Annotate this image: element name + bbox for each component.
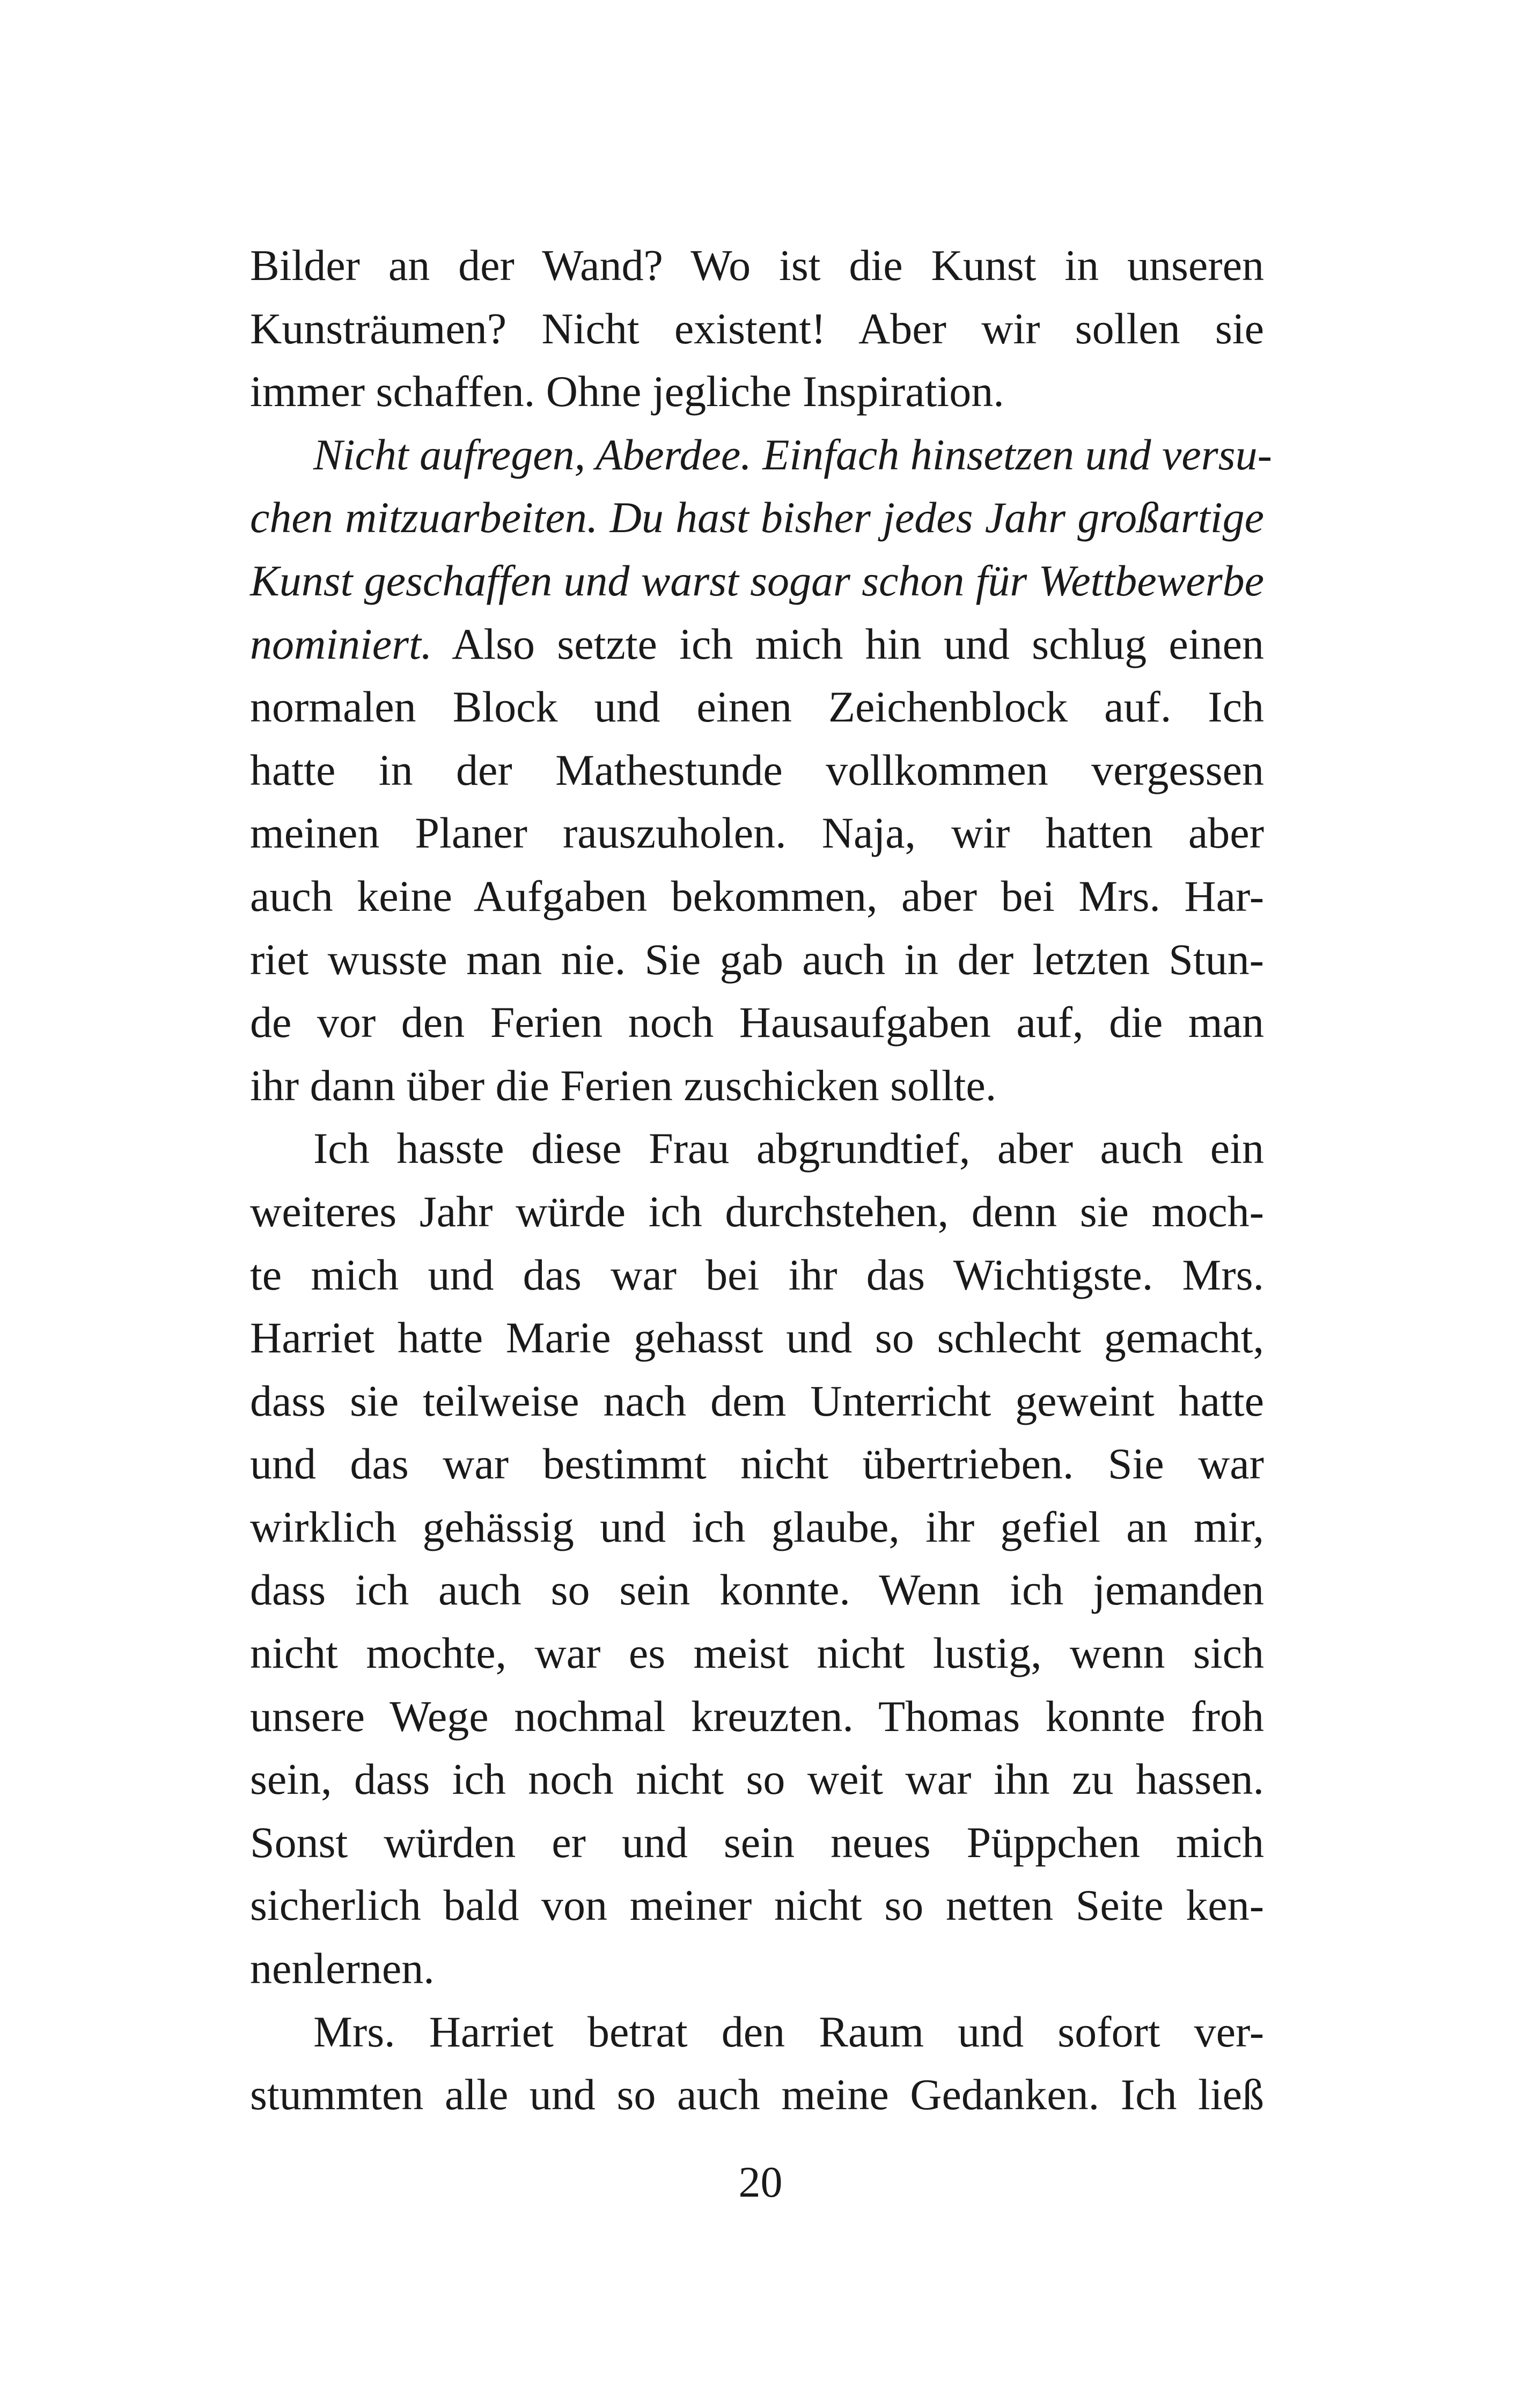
- text-line: nicht mochte, war es meist nicht lustig, wenn sich: [250, 1629, 1264, 1678]
- text-line: nominiert. Also setzte ich mich hin und schlug einen: [250, 619, 1264, 668]
- text-line: Kunsträumen? Nicht existent! Aber wir sollen sie: [250, 304, 1264, 353]
- text-line: dass sie teilweise nach dem Unterricht geweint hatte: [250, 1376, 1264, 1425]
- text-line: ihr dann über die Ferien zuschicken sollte.: [250, 1061, 997, 1110]
- text-line: sein, dass ich noch nicht so weit war ihn zu hassen.: [250, 1755, 1264, 1804]
- text-line: meinen Planer rauszuholen. Naja, wir hatten aber: [250, 808, 1264, 858]
- text-line: te mich und das war bei ihr das Wichtigste. Mrs.: [250, 1250, 1264, 1299]
- text-line: Ich hasste diese Frau abgrundtief, aber auch ein: [313, 1124, 1264, 1173]
- text-line: stummten alle und so auch meine Gedanken. Ich ließ: [250, 2070, 1264, 2119]
- text-line: hatte in der Mathestunde vollkommen vergessen: [250, 745, 1264, 794]
- text-line: Sonst würden er und sein neues Püppchen mich: [250, 1817, 1264, 1867]
- text-line: auch keine Aufgaben bekommen, aber bei Mrs. Har-: [250, 871, 1264, 921]
- text-line: sicherlich bald von meiner nicht so netten Seite ken-: [250, 1881, 1264, 1930]
- text-line: dass ich auch so sein konnte. Wenn ich jemanden: [250, 1565, 1264, 1615]
- text-line: normalen Block und einen Zeichenblock auf. Ich: [250, 682, 1264, 732]
- text-line: immer schaffen. Ohne jegliche Inspiration.: [250, 367, 1004, 416]
- text-line: Kunst geschaffen und warst sogar schon für Wettbewerbe: [250, 556, 1264, 605]
- text-line: nenlernen.: [250, 1944, 435, 1993]
- text-line: weiteres Jahr würde ich durchstehen, denn sie moch-: [250, 1187, 1264, 1236]
- body-text: [250, 234, 1272, 2126]
- text-line: chen mitzuarbeiten. Du hast bisher jedes Jahr großartige: [250, 493, 1264, 542]
- text-line: Harriet hatte Marie gehasst und so schlecht gemacht,: [250, 1313, 1264, 1363]
- page-number: 20: [738, 2157, 783, 2206]
- text-line: Nicht aufregen, Aberdee. Einfach hinsetzen und versu-: [313, 430, 1272, 479]
- text-line: Mrs. Harriet betrat den Raum und sofort ver-: [313, 2007, 1264, 2056]
- text-line: unsere Wege nochmal kreuzten. Thomas konnte froh: [250, 1691, 1264, 1741]
- text-line: riet wusste man nie. Sie gab auch in der letzten Stun-: [250, 934, 1264, 984]
- text-line: de vor den Ferien noch Hausaufgaben auf, die man: [250, 998, 1264, 1047]
- text-line: wirklich gehässig und ich glaube, ihr gefiel an mir,: [250, 1502, 1264, 1551]
- text-line: Bilder an der Wand? Wo ist die Kunst in unseren: [250, 241, 1264, 290]
- text-line: und das war bestimmt nicht übertrieben. Sie war: [250, 1439, 1264, 1489]
